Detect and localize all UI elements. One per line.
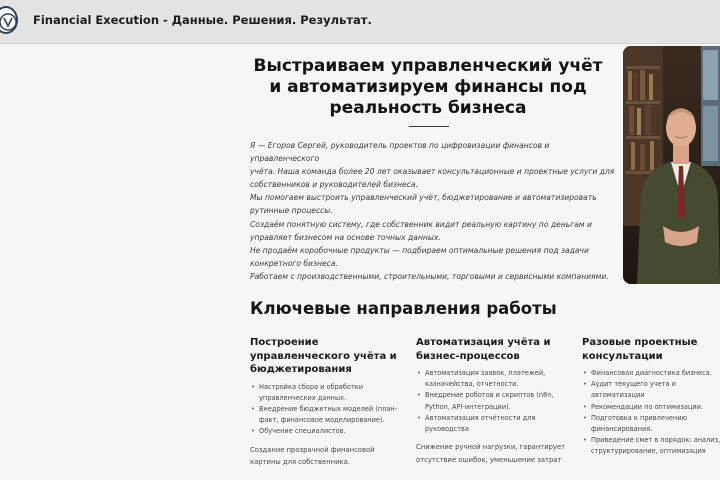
intro-line: конкретного бизнеса.: [250, 258, 338, 268]
founder-portrait: [623, 46, 720, 284]
list-item: • Автоматизация заявок, платежей, казначейства, отчетности.: [416, 368, 566, 390]
site-title[interactable]: Financial Execution - Данные. Решения. Результат.: [33, 13, 372, 27]
list-item: • Рекомендации по оптимизации.: [582, 402, 720, 413]
direction-card: [250, 336, 400, 469]
section-title: Ключевые направления работы: [250, 299, 557, 318]
hero-title: Выстраиваем управленческий учёт и автоматизируем финансы под реальность бизнеса: [253, 56, 603, 118]
intro-line: Создаём понятную систему, где собственник видит реальную картину по деньгам и: [250, 219, 592, 229]
intro-line: Мы помогаем выстроить управленческий учёт, бюджетирование и автоматизировать: [250, 193, 597, 203]
card-result: Создание прозрачной финансовой картины для собственника.: [250, 445, 375, 467]
intro-line: Работаем с производственными, строительными, торговыми и сервисными компаниями.: [250, 271, 609, 281]
intro-line: собственников и руководителей бизнеса.: [250, 180, 418, 190]
card-list: [250, 382, 400, 438]
list-item: • Внедрение бюджетных моделей (план-факт, финансовое моделирование).: [250, 404, 400, 426]
card-result: Снижение ручной нагрузки, гарантирует отсутствие ошибок, уменьшение затрат: [416, 443, 566, 464]
card-title: Автоматизация учёта и бизнес-процессов: [416, 337, 551, 362]
list-item: • Обучение специалистов.: [250, 426, 400, 437]
intro-line: рутинные процессы.: [250, 206, 333, 216]
intro-line: управляет бизнесом на основе точных данных.: [250, 232, 441, 242]
intro-line: Я — Егоров Сергей, руководитель проектов по цифровизации финансов и управленческого: [250, 141, 550, 164]
list-item: • Настройка сбора и обработки управленческих данных.: [250, 382, 400, 404]
card-list: [582, 368, 720, 458]
list-item: • Внедрение роботов и скриптов (n8n, Python, API-интеграции).: [416, 390, 566, 412]
title-divider: [409, 126, 449, 127]
card-title: Построение управленческого учёта и бюджетирования: [250, 337, 397, 375]
company-logo-icon[interactable]: [0, 6, 18, 34]
list-item: • Подготовка к привлечению финансирования.: [582, 413, 720, 435]
intro-text: [250, 139, 620, 283]
top-bar: [0, 0, 720, 44]
card-title: Разовые проектные консультации: [582, 337, 698, 362]
list-item: • Финансовая диагностика бизнеса.: [582, 368, 720, 379]
list-item: • Приведение смет в порядок: анализ, структурирование, оптимизация: [582, 435, 720, 457]
card-list: [416, 368, 566, 435]
direction-card: [416, 336, 566, 466]
intro-line: Не продаём коробочные продукты — подбираем оптимальные решения под задачи: [250, 245, 589, 255]
intro-line: учёта. Наша команда более 20 лет оказывает консультационные и проектные услуги для: [250, 167, 615, 177]
direction-card: [582, 336, 720, 458]
list-item: • Автоматизация отчётности для руководства: [416, 413, 566, 435]
list-item: • Аудит текущего учета и автоматизации: [582, 379, 720, 401]
